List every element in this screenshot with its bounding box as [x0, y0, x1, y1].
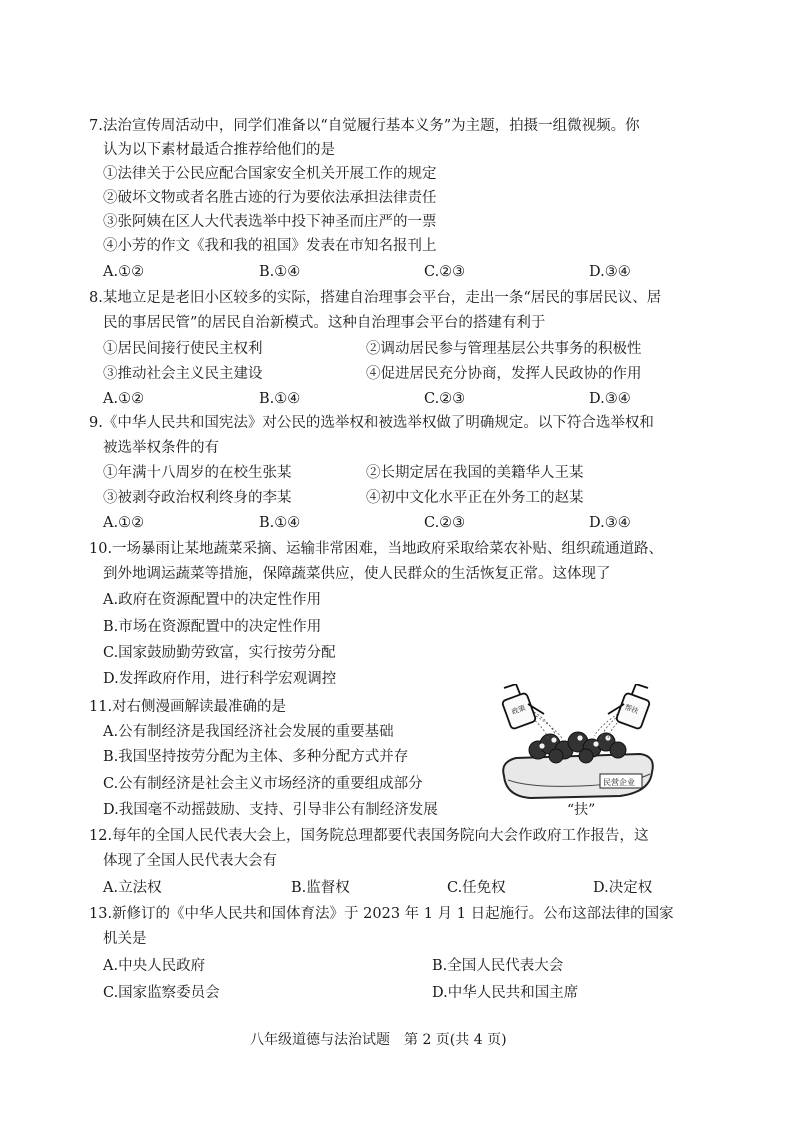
q13-stem-line2: 机关是	[103, 931, 147, 947]
q7-item-3: ③张阿姨在区人大代表选举中投下神圣而庄严的一票	[103, 214, 437, 230]
q11-option-b: B.我国坚持按劳分配为主体、多种分配方式并存	[103, 749, 409, 765]
q9-item-4: ④初中文化水平正在外务工的赵某	[366, 490, 584, 506]
q10-stem-line1: 10.一场暴雨让某地蔬菜采摘、运输非常困难，当地政府采取给菜农补贴、组织疏通道路、	[89, 541, 664, 557]
q13-stem-line1: 13.新修订的《中华人民共和国体育法》于 2023 年 1 月 1 日起施行。公布这部法律的国家	[89, 906, 674, 922]
q13-option-b: B.全国人民代表大会	[432, 958, 564, 974]
q11-stem: 11.对右侧漫画解读最准确的是	[89, 699, 287, 715]
q8-item-1: ①居民间接行使民主权利	[103, 341, 263, 357]
q10-option-d: D.发挥政府作用，进行科学宏观调控	[103, 671, 337, 687]
cartoon-caption: “扶”	[567, 802, 596, 818]
q8-option-c: C.②③	[424, 391, 466, 407]
q9-option-c: C.②③	[424, 515, 466, 531]
q7-stem-line2: 认为以下素材最适合推荐给他们的是	[103, 142, 335, 158]
q8-item-4: ④促进居民充分协商，发挥人民政协的作用	[366, 366, 642, 382]
q12-stem-line2: 体现了全国人民代表大会有	[103, 853, 277, 869]
q12-stem-line1: 12.每年的全国人民代表大会上，国务院总理都要代表国务院向大会作政府工作报告，这	[89, 828, 649, 844]
q9-item-2: ②长期定居在我国的美籍华人王某	[366, 465, 584, 481]
q7-stem-line1: 7.法治宣传周活动中，同学们准备以“自觉履行基本义务”为主题，拍摄一组微视频。你	[89, 118, 640, 134]
q12-option-d: D.决定权	[593, 880, 653, 896]
q7-option-d: D.③④	[589, 264, 631, 280]
q9-item-3: ③被剥夺政治权利终身的李某	[103, 490, 292, 506]
q9-item-1: ①年满十八周岁的在校生张某	[103, 465, 292, 481]
q7-item-1: ①法律关于公民应配合国家安全机关开展工作的规定	[103, 166, 437, 182]
q13-option-c: C.国家监察委员会	[103, 985, 220, 1001]
q7-item-4: ④小芳的作文《我和我的祖国》发表在市知名报刊上	[103, 238, 437, 254]
q10-option-a: A.政府在资源配置中的决定性作用	[103, 592, 322, 608]
q10-stem-line2: 到外地调运蔬菜等措施，保障蔬菜供应，使人民群众的生活恢复正常。这体现了	[103, 566, 611, 582]
q9-stem-line2: 被选举权条件的有	[103, 440, 219, 456]
q11-option-d: D.我国毫不动摇鼓励、支持、引导非公有制经济发展	[103, 802, 438, 818]
q8-option-d: D.③④	[589, 391, 631, 407]
q9-option-d: D.③④	[589, 515, 631, 531]
cartoon-illustration	[490, 684, 662, 808]
can-right-label: 帮扶	[623, 703, 640, 716]
q13-option-d: D.中华人民共和国主席	[432, 985, 579, 1001]
q12-option-c: C.任免权	[447, 880, 506, 896]
q12-option-a: A.立法权	[103, 880, 162, 896]
q8-option-b: B.①④	[259, 391, 301, 407]
q7-item-2: ②破坏文物或者名胜古迹的行为要依法承担法律责任	[103, 190, 437, 206]
q12-option-b: B.监督权	[291, 880, 350, 896]
q7-option-c: C.②③	[424, 264, 466, 280]
q8-stem-line1: 8.某地立足是老旧小区较多的实际，搭建自治理事会平台，走出一条“居民的事居民议、居	[89, 290, 662, 306]
base-label: 民营企业	[603, 778, 635, 787]
q8-option-a: A.①②	[103, 391, 145, 407]
q7-option-b: B.①④	[259, 264, 301, 280]
q11-option-c: C.公有制经济是社会主义市场经济的重要组成部分	[103, 776, 423, 792]
q10-option-c: C.国家鼓励勤劳致富，实行按劳分配	[103, 645, 336, 661]
q13-option-a: A.中央人民政府	[103, 958, 206, 974]
q8-stem-line2: 民的事居民管”的居民自治新模式。这种自治理事会平台的搭建有利于	[103, 315, 546, 331]
page-footer: 八年级道德与法治试题 第 2 页(共 4 页)	[250, 1032, 507, 1048]
q8-item-2: ②调动居民参与管理基层公共事务的积极性	[366, 341, 642, 357]
q7-option-a: A.①②	[103, 264, 145, 280]
q9-option-a: A.①②	[103, 515, 145, 531]
can-left-label: 政策	[510, 703, 527, 717]
q8-item-3: ③推动社会主义民主建设	[103, 366, 263, 382]
q9-option-b: B.①④	[259, 515, 301, 531]
q9-stem-line1: 9.《中华人民共和国宪法》对公民的选举权和被选举权做了明确规定。以下符合选举权和	[89, 415, 654, 431]
q11-option-a: A.公有制经济是我国经济社会发展的重要基础	[103, 724, 394, 740]
q10-option-b: B.市场在资源配置中的决定性作用	[103, 619, 322, 635]
